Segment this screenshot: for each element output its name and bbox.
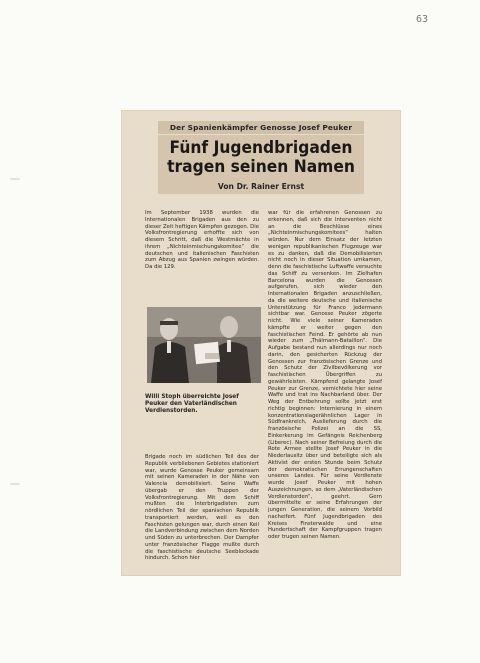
body-column-right: war für die erfahrenen Genossen zu erkennen, daß sich die Interventen nicht an die Beschlüsse eines „Nichteinmischungskomitees“ halten würden. Nur dem Einsatz der letzten wenigen republikanischen Flugzeuge war es zu danken, daß die Demobilisierten nicht noch in dieser Situation umkamen, denn die faschistische Luftwaffe versuchte das Schiff zu versenken. Im Zielhafen Barcelona wurden die Genossen aufgerufen, sich wieder den Internationalen Brigaden anzuschließen, da die weitere deutsche und italienische Unterstützung für Franco jedermann sichtbar war. Genosse Peuker zögerte nicht. Wie viele seiner Kameraden kämpfte er weiter gegen den faschistischen Feind. Er gehörte ab nun wieder zum „Thälmann-Bataillon“. Die Aufgabe bestand nun allerdings nur noch darin, den gesicherten Rückzug der Genossen zur französischen Grenze und den Schutz der Zivilbevölkerung vor faschistischen Übergriffen zu gewährleisten. Kämpfend gelangte Josef Peuker zur Grenze, vernichtete hier seine Waffe und trat ins Nachbarland über. Der Weg der Entbehrung sollte jetzt erst richtig beginnen: Internierung in einem konzentrationslagerähnlichen Lager in Südfrankreich, Auslieferung durch die französische Polizei an die SS, Einkerkerung im Gefängnis Reichenberg (Liberec). Nach seiner Befreiung durch die Rote Armee stellte Josef Peuker in die Niederlausitz über und beteiligte sich als Aktivist der ersten Stunde beim Schutz der demokratischen Errungenschaften unseres Landes. Für seine Verdienste wurde Josef Peuker mit hohen Auszeichnungen, so dem „Vaterländischen Verdienstorden“, geehrt. Gern übermittelte er seine Erfahrungen der jungen Generation, die seinem Vorbild nacheifert. Fünf Jugendbrigaden des Kreises Finsterwalde und eine Hundertschaft der Kampfgruppen tragen oder trugen seinen Namen. (268, 210, 382, 540)
photo-caption: Willi Stoph überreichte Josef Peuker den Vaterländischen Verdienstorden. (145, 394, 239, 415)
punch-mark (10, 483, 20, 485)
headline-block (158, 135, 364, 194)
article-kicker: Der Spanienkämpfer Genosse Josef Peuker (158, 121, 364, 134)
body-column-left-bottom: Brigade noch im südlichen Teil des der Republik verbliebenen Gebietes stationiert war, wurde Genosse Peuker gemeinsam mit seinen Kameraden in der Nähe von Valencia demobilisiert. Seine Waffe übergab er den Truppen der Volksfrontregierung. Mit dem Schiff mußten die Interbrigadisten zum nördlichen Teil der spanischen Republik transportiert werden, weil es den Faschisten gelungen war, durch einen Keil die Landverbindung zwischen dem Norden und Süden zu unterbrechen. Der Dampfer unter französischer Flagge mußte durch die faschistische deutsche Seeblockade hindurch. Schon hier (145, 454, 259, 562)
punch-mark (10, 178, 20, 180)
award-photo-illustration (147, 307, 261, 383)
article-headline: Fünf Jugendbrigaden tragen seinen Namen (167, 138, 355, 176)
page-number: 63 (415, 14, 428, 25)
article-byline: Von Dr. Rainer Ernst (217, 182, 305, 191)
body-column-left-top: Im September 1938 wurden die Internationalen Brigaden aus den zu dieser Zeit heftigen Kämpfen gezogen. Die Volksfrontregierung erhoffte sich von diesem Schritt, daß die Westmächte in ihrem „Nichteinmischungskomitee“ die deutschen und italienischen Faschisten zum Abzug aus Spanien zwingen würden. Da die 129. (145, 210, 259, 270)
newspaper-clipping (122, 111, 400, 575)
award-photo (147, 307, 261, 383)
